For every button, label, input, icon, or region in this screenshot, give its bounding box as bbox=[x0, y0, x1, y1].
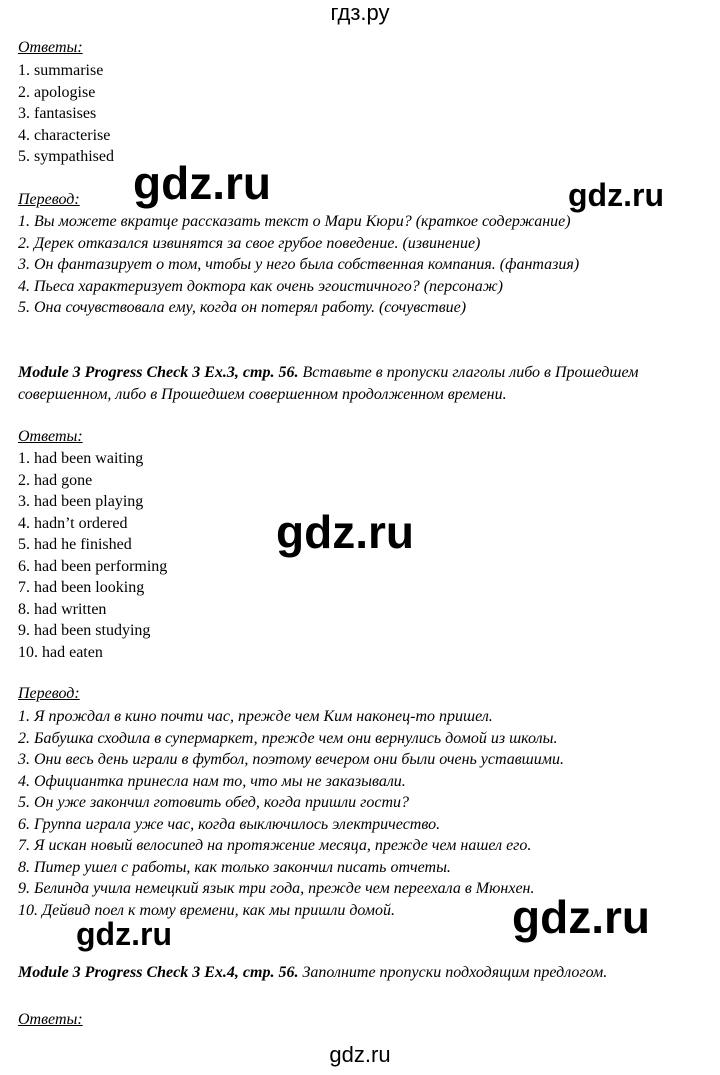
watermark-logo: gdz.ru bbox=[133, 157, 271, 209]
watermark-logo: gdz.ru bbox=[276, 506, 414, 558]
exercise-heading-bold: Module 3 Progress Check 3 Ex.3, стр. 56. bbox=[18, 364, 299, 381]
exercise-heading-bold: Module 3 Progress Check 3 Ex.4, стр. 56. bbox=[18, 964, 299, 981]
translation-label: Перевод: bbox=[18, 191, 80, 208]
answer-item: 4. characterise bbox=[18, 126, 111, 144]
translation-label: Перевод: bbox=[18, 685, 80, 702]
answer-item: 4. hadn’t ordered bbox=[18, 514, 128, 532]
answers-label: Ответы: bbox=[18, 39, 83, 56]
translation-item: 8. Питер ушел с работы, как только закончил писать отчеты. bbox=[18, 858, 451, 876]
exercise-heading-3 bbox=[18, 362, 718, 406]
answers-label: Ответы: bbox=[18, 428, 83, 445]
exercise-instruction: Вставьте в пропуски глаголы либо в Прошедшем совершенном, либо в Прошедшем совершенном продолженном времени. bbox=[18, 364, 639, 403]
translation-item: 5. Она сочувствовала ему, когда он потерял работу. (сочувствие) bbox=[18, 299, 467, 316]
translation-item: 10. Дейвид поел к тому времени, как мы пришли домой. bbox=[18, 901, 396, 919]
answers-list-2 bbox=[18, 448, 167, 663]
answers-label: Ответы: bbox=[18, 1011, 83, 1028]
translation-item: 1. Я прождал в кино почти час, прежде чем Ким наконец-то пришел. bbox=[18, 708, 493, 725]
translation-item: 7. Я искан новый велосипед на протяжение месяца, прежде чем нашел его. bbox=[18, 837, 532, 854]
site-footer-logo: gdz.ru bbox=[329, 1042, 391, 1067]
exercise-instruction: Заполните пропуски подходящим предлогом. bbox=[302, 964, 608, 981]
translation-item: 2. Бабушка сходила в супермаркет, прежде чем они вернулись домой из школы. bbox=[18, 729, 558, 747]
answer-item: 3. had been playing bbox=[18, 493, 144, 510]
translation-item: 4. Официантка принесла нам то, что мы не заказывали. bbox=[18, 772, 406, 790]
translation-list-1 bbox=[18, 211, 579, 319]
watermark-logo: gdz.ru bbox=[76, 916, 172, 952]
answer-item: 1. summarise bbox=[18, 62, 104, 79]
translation-list-2 bbox=[18, 706, 564, 921]
answer-item: 10. had eaten bbox=[18, 643, 103, 661]
answer-item: 1. had been waiting bbox=[18, 450, 144, 467]
translation-item: 6. Группа играла уже час, когда выключилось электричество. bbox=[18, 815, 441, 833]
site-header-title: гдз.ру bbox=[330, 0, 390, 25]
answer-item: 5. sympathised bbox=[18, 148, 114, 165]
watermark-logo: gdz.ru bbox=[568, 177, 664, 213]
answer-item: 8. had written bbox=[18, 600, 107, 618]
answer-item: 7. had been looking bbox=[18, 579, 145, 596]
answer-item: 2. had gone bbox=[18, 471, 93, 489]
answer-item: 5. had he finished bbox=[18, 536, 132, 553]
translation-item: 3. Они весь день играли в футбол, поэтому вечером они были очень уставшими. bbox=[18, 751, 564, 768]
answers-list-1 bbox=[18, 60, 114, 168]
translation-item: 3. Он фантазирует о том, чтобы у него была собственная компания. (фантазия) bbox=[18, 256, 580, 273]
watermark-logo: gdz.ru bbox=[512, 891, 650, 943]
translation-item: 5. Он уже закончил готовить обед, когда пришли гости? bbox=[18, 794, 410, 811]
answer-item: 3. fantasises bbox=[18, 105, 97, 122]
translation-item: 9. Белинда учила немецкий язык три года, прежде чем переехала в Мюнхен. bbox=[18, 880, 535, 897]
answer-item: 2. apologise bbox=[18, 83, 96, 101]
answer-item: 9. had been studying bbox=[18, 622, 151, 639]
translation-item: 1. Вы можете вкратце рассказать текст о Мари Кюри? (краткое содержание) bbox=[18, 213, 571, 230]
exercise-heading-4 bbox=[18, 962, 718, 984]
translation-item: 2. Дерек отказался извинятся за свое грубое поведение. (извинение) bbox=[18, 234, 481, 252]
answer-item: 6. had been performing bbox=[18, 557, 168, 575]
translation-item: 4. Пьеса характеризует доктора как очень эгоистичного? (персонаж) bbox=[18, 277, 503, 295]
